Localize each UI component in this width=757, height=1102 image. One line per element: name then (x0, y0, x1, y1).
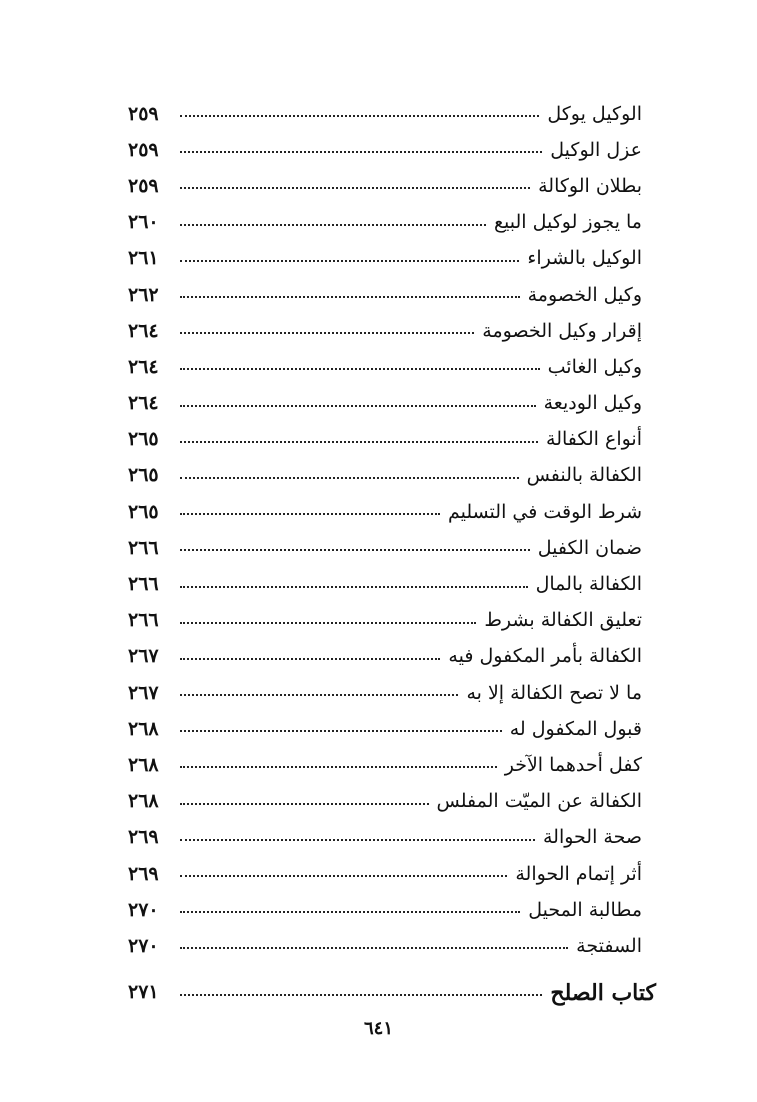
toc-entry-title: الوكيل يوكل (547, 102, 642, 125)
dot-leader (180, 296, 520, 298)
toc-entry (128, 168, 644, 204)
toc-entry-page: ٢٦٤ (128, 392, 159, 415)
toc-entry (128, 205, 644, 241)
toc-entry-page: ٢٦٦ (128, 536, 159, 559)
toc-entry-title: الكفالة بالنفس (526, 464, 642, 487)
toc-entry (128, 820, 644, 856)
dot-leader (180, 549, 530, 551)
toc-entry (128, 458, 644, 494)
toc-entry-page: ٢٦٧ (128, 645, 159, 668)
toc-entry-page: ٢٦٥ (128, 500, 159, 523)
toc-entry-page: ٢٦٨ (128, 790, 159, 813)
dot-leader (180, 730, 502, 732)
dot-leader (180, 405, 536, 407)
toc-entry-title: وكيل الخصومة (527, 283, 642, 306)
toc-entry-title: ما لا تصح الكفالة إلا به (466, 681, 642, 704)
toc-major-entry (128, 969, 656, 1017)
toc-entry-page: ٢٥٩ (128, 174, 159, 197)
toc-entry (128, 96, 644, 132)
dot-leader (180, 694, 458, 696)
toc-entry-title: مطالبة المحيل (528, 898, 642, 921)
dot-leader (180, 658, 440, 660)
toc-entry-title: السفتجة (576, 934, 642, 957)
toc-entry (128, 892, 644, 928)
toc-entry (128, 603, 644, 639)
toc-entry-page: ٢٦٩ (128, 862, 159, 885)
toc-entry (128, 639, 644, 675)
toc-major-entry-title: كتاب الصلح (550, 979, 656, 1006)
toc-entry-title: الكفالة بالمال (535, 573, 642, 596)
toc-entry-title: شرط الوقت في التسليم (447, 500, 642, 523)
toc-entry (128, 784, 644, 820)
toc-entry-page: ٢٦٤ (128, 355, 159, 378)
dot-leader (180, 332, 474, 334)
toc-entry-page: ٢٦٦ (128, 609, 159, 632)
toc-entry-page: ٢٦٥ (128, 428, 159, 451)
dot-leader (180, 803, 429, 805)
toc-entry-page: ٢٦٨ (128, 717, 159, 740)
toc-entry-page: ٢٦١ (128, 247, 159, 270)
dot-leader (180, 151, 542, 153)
toc-entry-page: ٢٦٦ (128, 573, 159, 596)
toc-entry-page: ٢٦٠ (128, 211, 159, 234)
dot-leader (180, 187, 530, 189)
toc-entry (128, 422, 644, 458)
toc-entry-page: ٢٦٥ (128, 464, 159, 487)
toc-entry-page: ٢٦٨ (128, 753, 159, 776)
toc-entry-title: تعليق الكفالة بشرط (484, 609, 642, 632)
dot-leader (180, 368, 540, 370)
table-of-contents (128, 96, 656, 1017)
toc-entry-title: الوكيل بالشراء (527, 247, 642, 270)
toc-entry (128, 566, 644, 602)
toc-entry (128, 277, 644, 313)
dot-leader (180, 875, 507, 877)
dot-leader (180, 477, 519, 479)
toc-entry (128, 241, 644, 277)
dot-leader (180, 224, 486, 226)
dot-leader (180, 513, 440, 515)
toc-entry-page: ٢٦٤ (128, 319, 159, 342)
toc-entry-title: وكيل الوديعة (543, 392, 642, 415)
toc-entry-title: كفل أحدهما الآخر (504, 753, 642, 776)
toc-entry (128, 132, 644, 168)
page-number: ٦٤١ (363, 1018, 393, 1039)
toc-entry-page: ٢٦٢ (128, 283, 159, 306)
toc-entry-title: بطلان الوكالة (538, 174, 642, 197)
dot-leader (180, 260, 519, 262)
toc-entry-title: أنواع الكفالة (546, 428, 642, 451)
toc-entry (128, 747, 644, 783)
toc-entry-title: ضمان الكفيل (537, 536, 642, 559)
toc-entry-title: ما يجوز لوكيل البيع (493, 211, 642, 234)
dot-leader (180, 947, 568, 949)
toc-entry (128, 494, 644, 530)
toc-entry-page: ٢٥٩ (128, 138, 159, 161)
toc-entry-page: ٢٥٩ (128, 102, 159, 125)
toc-entry (128, 711, 644, 747)
toc-entry (128, 675, 644, 711)
dot-leader (180, 766, 497, 768)
toc-entry-page: ٢٦٩ (128, 826, 159, 849)
dot-leader (180, 994, 542, 996)
toc-entry-page: ٢٦٧ (128, 681, 159, 704)
toc-entry-page: ٢٧٠ (128, 934, 159, 957)
toc-entry (128, 928, 644, 964)
toc-entry-title: الكفالة بأمر المكفول فيه (448, 645, 642, 668)
toc-entry (128, 530, 644, 566)
toc-entry-title: صحة الحوالة (542, 826, 642, 849)
dot-leader (180, 586, 528, 588)
dot-leader (180, 115, 539, 117)
toc-entry-title: قبول المكفول له (509, 717, 642, 740)
toc-entry (128, 313, 644, 349)
toc-entry (128, 856, 644, 892)
toc-entry-title: الكفالة عن الميّت المفلس (436, 790, 642, 813)
toc-entry-title: إقرار وكيل الخصومة (482, 319, 642, 342)
toc-entry (128, 349, 644, 385)
toc-entry-title: أثر إتمام الحوالة (515, 862, 642, 885)
toc-entry (128, 386, 644, 422)
toc-entry-title: عزل الوكيل (550, 138, 642, 161)
toc-entry-page: ٢٧٠ (128, 898, 159, 921)
toc-major-entry-page: ٢٧١ (128, 981, 159, 1003)
dot-leader (180, 622, 476, 624)
dot-leader (180, 839, 535, 841)
dot-leader (180, 441, 538, 443)
dot-leader (180, 911, 520, 913)
toc-entry-title: وكيل الغائب (547, 355, 642, 378)
